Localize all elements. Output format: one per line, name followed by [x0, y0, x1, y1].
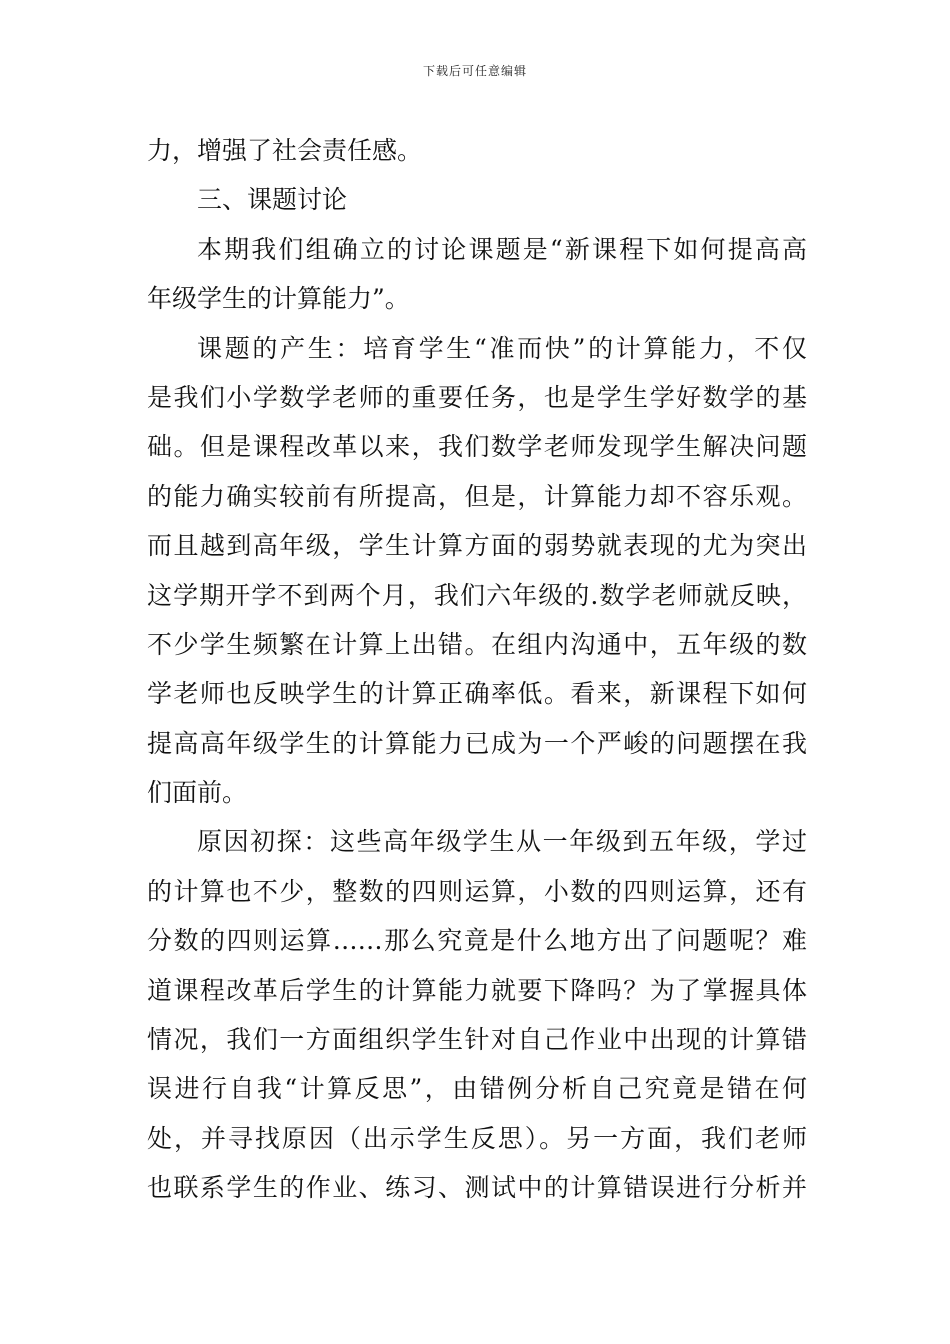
text-line: 是我们小学数学老师的重要任务，也是学生学好数学的基: [147, 382, 807, 412]
text-line: 课题的产生：培育学生“准而快”的计算能力，不仅: [197, 333, 807, 363]
text-line: 情况，我们一方面组织学生针对自己作业中出现的计算错: [147, 1025, 807, 1055]
text-line: 也联系学生的作业、练习、测试中的计算错误进行分析并: [147, 1173, 807, 1203]
text-line: 学老师也反映学生的计算正确率低。看来，新课程下如何: [147, 679, 807, 709]
text-line: 道课程改革后学生的计算能力就要下降吗？为了掌握具体: [147, 975, 807, 1005]
text-line: 提高高年级学生的计算能力已成为一个严峻的问题摆在我: [147, 728, 807, 758]
text-line: 而且越到高年级，学生计算方面的弱势就表现的尤为突出: [147, 531, 807, 561]
text-line: 这学期开学不到两个月，我们六年级的.数学老师就反映，: [147, 580, 807, 610]
text-line: 本期我们组确立的讨论课题是“新课程下如何提高高: [197, 234, 807, 264]
text-line: 们面前。: [147, 778, 248, 808]
section-heading: 三、课题讨论: [197, 185, 348, 215]
text-line: 不少学生频繁在计算上出错。在组内沟通中，五年级的数: [147, 629, 807, 659]
text-line: 处，并寻找原因（出示学生反思）。另一方面，我们老师: [147, 1123, 807, 1153]
page-header-note: 下载后可任意编辑: [422, 64, 527, 78]
text-line: 分数的四则运算……那么究竟是什么地方出了问题呢？难: [147, 926, 807, 956]
text-line: 础。但是课程改革以来，我们数学老师发现学生解决问题: [147, 432, 807, 462]
text-line: 的计算也不少，整数的四则运算，小数的四则运算，还有: [147, 876, 807, 906]
document-body: [147, 126, 807, 1213]
text-line: 原因初探：这些高年级学生从一年级到五年级，学过: [197, 827, 807, 857]
text-line: 误进行自我“计算反思”，由错例分析自己究竟是错在何: [147, 1074, 807, 1104]
text-line: 的能力确实较前有所提高，但是，计算能力却不容乐观。: [147, 481, 807, 511]
text-line: 力，增强了社会责任感。: [147, 136, 423, 165]
text-line: 年级学生的计算能力”。: [147, 284, 410, 314]
